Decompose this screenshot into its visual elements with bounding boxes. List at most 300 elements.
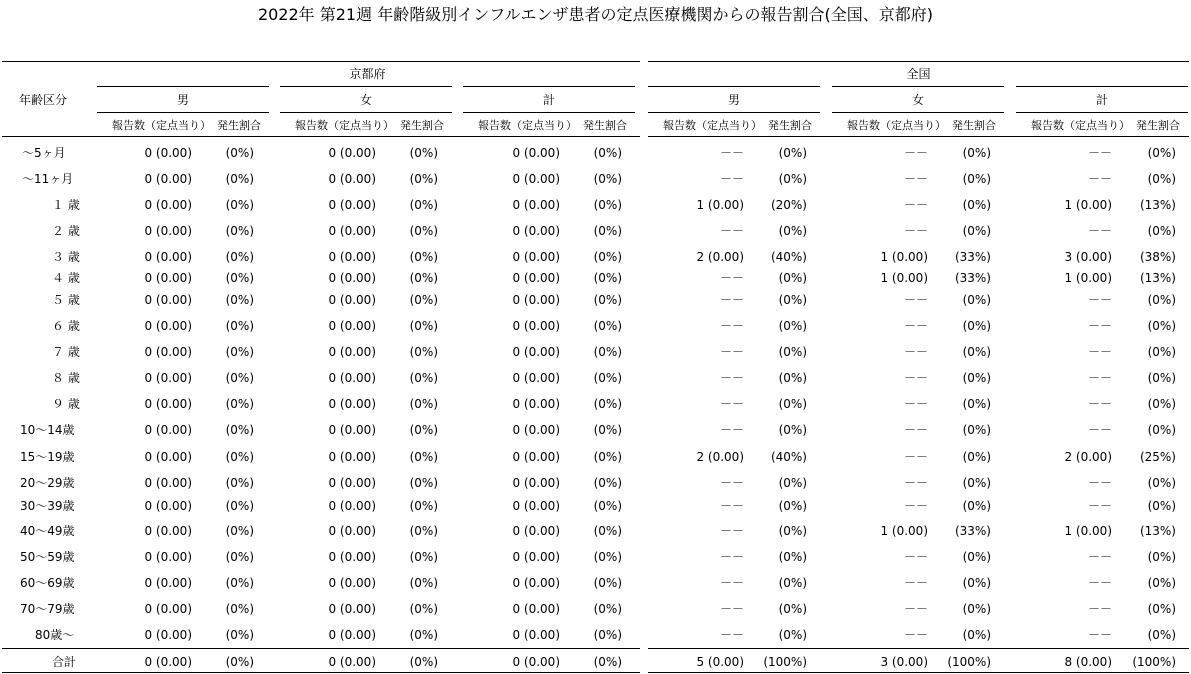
- report-count-cell: －－: [903, 293, 928, 307]
- report-count-cell: －－: [1087, 397, 1112, 411]
- report-count-cell: －－: [719, 397, 744, 411]
- rate-cell: (0%): [778, 550, 807, 564]
- region-underline: [832, 86, 1004, 87]
- sex-underline: [97, 112, 269, 113]
- report-count-cell: 2 (0.00): [696, 450, 744, 464]
- total-report-count-cell: 3 (0.00): [880, 655, 928, 669]
- age-group-label: ３ 歳: [52, 250, 80, 264]
- rate-cell: (0%): [778, 345, 807, 359]
- report-count-cell: 0 (0.00): [144, 397, 192, 411]
- rate-cell: (20%): [770, 198, 807, 212]
- report-count-cell: 0 (0.00): [512, 576, 560, 590]
- total-report-count-cell: 5 (0.00): [696, 655, 744, 669]
- rate-cell: (0%): [593, 224, 622, 238]
- rate-cell: (0%): [778, 628, 807, 642]
- report-count-cell: －－: [719, 224, 744, 238]
- report-count-cell: －－: [719, 476, 744, 490]
- total-report-count-cell: 8 (0.00): [1064, 655, 1112, 669]
- header-top-rule-kyoto: [2, 61, 640, 62]
- rate-cell: (13%): [1139, 198, 1176, 212]
- report-count-cell: 0 (0.00): [144, 271, 192, 285]
- report-count-cell: －－: [719, 293, 744, 307]
- sex-header: 男: [176, 93, 189, 107]
- report-count-cell: 0 (0.00): [512, 271, 560, 285]
- report-count-cell: 0 (0.00): [144, 602, 192, 616]
- total-rate-cell: (0%): [409, 655, 438, 669]
- rate-cell: (0%): [593, 602, 622, 616]
- rate-cell: (0%): [225, 576, 254, 590]
- age-group-label: ２ 歳: [52, 224, 80, 238]
- report-count-cell: －－: [719, 271, 744, 285]
- rate-cell: (0%): [409, 293, 438, 307]
- report-count-cell: －－: [903, 423, 928, 437]
- report-count-cell: 0 (0.00): [512, 476, 560, 490]
- report-count-cell: 0 (0.00): [144, 628, 192, 642]
- report-count-cell: 0 (0.00): [512, 198, 560, 212]
- rate-cell: (0%): [593, 146, 622, 160]
- report-count-cell: －－: [903, 172, 928, 186]
- total-rate-cell: (0%): [593, 655, 622, 669]
- report-count-cell: 0 (0.00): [512, 423, 560, 437]
- report-count-cell: 0 (0.00): [144, 476, 192, 490]
- report-count-cell: －－: [1087, 550, 1112, 564]
- report-count-cell: 0 (0.00): [328, 172, 376, 186]
- report-count-cell: 0 (0.00): [144, 319, 192, 333]
- rate-cell: (0%): [225, 476, 254, 490]
- rate-cell: (0%): [1147, 319, 1176, 333]
- report-count-cell: 0 (0.00): [328, 397, 376, 411]
- rate-cell: (0%): [778, 271, 807, 285]
- rate-cell: (0%): [409, 271, 438, 285]
- report-count-cell: 1 (0.00): [880, 271, 928, 285]
- report-count-cell: －－: [903, 499, 928, 513]
- report-count-cell: 0 (0.00): [144, 250, 192, 264]
- age-group-label: 40～49歳: [20, 524, 75, 538]
- rate-cell: (0%): [225, 293, 254, 307]
- total-rate-cell: (0%): [225, 655, 254, 669]
- report-count-cell: 1 (0.00): [1064, 524, 1112, 538]
- rate-cell: (0%): [225, 602, 254, 616]
- rate-cell: (0%): [593, 172, 622, 186]
- rate-cell: (0%): [962, 345, 991, 359]
- report-count-cell: －－: [719, 524, 744, 538]
- total-rate-cell: (100%): [947, 655, 991, 669]
- report-count-cell: 0 (0.00): [328, 576, 376, 590]
- rate-cell: (0%): [962, 172, 991, 186]
- rate-cell: (0%): [1147, 293, 1176, 307]
- rate-cell: (0%): [225, 450, 254, 464]
- report-count-cell: －－: [719, 576, 744, 590]
- region-header-kyoto: 京都府: [349, 67, 386, 81]
- rate-cell: (0%): [593, 271, 622, 285]
- rate-cell: (0%): [778, 172, 807, 186]
- rate-cell: (38%): [1139, 250, 1176, 264]
- rate-cell: (33%): [954, 271, 991, 285]
- column-header-rate: 発生割合: [1136, 119, 1180, 132]
- column-header-report-count: 報告数（定点当り）: [847, 119, 946, 132]
- sex-header: 計: [1095, 93, 1108, 107]
- rate-cell: (0%): [225, 172, 254, 186]
- report-count-cell: 0 (0.00): [144, 293, 192, 307]
- rate-cell: (0%): [778, 524, 807, 538]
- header-top-rule-national: [648, 61, 1189, 62]
- rate-cell: (0%): [593, 499, 622, 513]
- column-header-rate: 発生割合: [768, 119, 812, 132]
- total-label: 合計: [52, 655, 77, 669]
- report-count-cell: 0 (0.00): [328, 198, 376, 212]
- region-underline: [648, 86, 820, 87]
- rate-cell: (0%): [409, 172, 438, 186]
- rate-cell: (0%): [409, 628, 438, 642]
- report-count-cell: 0 (0.00): [144, 423, 192, 437]
- report-count-cell: －－: [719, 499, 744, 513]
- header-bottom-rule-kyoto: [2, 136, 640, 137]
- report-count-cell: 0 (0.00): [512, 146, 560, 160]
- report-count-cell: －－: [1087, 476, 1112, 490]
- region-underline: [97, 86, 269, 87]
- report-count-cell: 0 (0.00): [328, 550, 376, 564]
- total-report-count-cell: 0 (0.00): [512, 655, 560, 669]
- report-count-cell: －－: [719, 319, 744, 333]
- rate-cell: (0%): [593, 628, 622, 642]
- rate-cell: (33%): [954, 524, 991, 538]
- sex-header: 男: [727, 93, 740, 107]
- rate-cell: (0%): [778, 576, 807, 590]
- report-count-cell: 0 (0.00): [512, 602, 560, 616]
- rate-cell: (0%): [409, 371, 438, 385]
- sex-underline: [463, 112, 635, 113]
- column-header-report-count: 報告数（定点当り）: [295, 119, 394, 132]
- report-count-cell: 0 (0.00): [512, 250, 560, 264]
- age-group-label: ～5ヶ月: [22, 146, 66, 160]
- rate-cell: (0%): [225, 198, 254, 212]
- region-header-national: 全国: [906, 67, 931, 81]
- age-group-label: 60～69歳: [20, 576, 75, 590]
- rate-cell: (0%): [593, 345, 622, 359]
- age-group-label: ６ 歳: [52, 319, 80, 333]
- report-count-cell: －－: [719, 172, 744, 186]
- report-count-cell: 0 (0.00): [512, 499, 560, 513]
- rate-cell: (0%): [1147, 345, 1176, 359]
- column-header-rate: 発生割合: [952, 119, 996, 132]
- rate-cell: (0%): [1147, 576, 1176, 590]
- report-count-cell: 0 (0.00): [144, 524, 192, 538]
- rate-cell: (0%): [409, 499, 438, 513]
- rate-cell: (0%): [962, 576, 991, 590]
- age-group-label: 30～39歳: [20, 499, 75, 513]
- rate-cell: (0%): [593, 397, 622, 411]
- report-count-cell: －－: [719, 423, 744, 437]
- age-group-label: ～11ヶ月: [22, 172, 74, 186]
- sex-underline: [280, 112, 452, 113]
- report-count-cell: －－: [1087, 172, 1112, 186]
- age-group-label: 70～79歳: [20, 602, 75, 616]
- rate-cell: (0%): [962, 293, 991, 307]
- column-header-report-count: 報告数（定点当り）: [478, 119, 577, 132]
- region-underline: [463, 86, 635, 87]
- report-count-cell: －－: [1087, 224, 1112, 238]
- rate-cell: (0%): [409, 524, 438, 538]
- rate-cell: (0%): [225, 271, 254, 285]
- rate-cell: (0%): [225, 319, 254, 333]
- rate-cell: (0%): [1147, 146, 1176, 160]
- report-count-cell: －－: [903, 397, 928, 411]
- sex-underline: [648, 112, 820, 113]
- report-count-cell: 0 (0.00): [512, 371, 560, 385]
- rate-cell: (0%): [593, 476, 622, 490]
- report-count-cell: －－: [719, 628, 744, 642]
- rate-cell: (0%): [593, 450, 622, 464]
- report-count-cell: 1 (0.00): [696, 198, 744, 212]
- report-count-cell: －－: [1087, 345, 1112, 359]
- rate-cell: (0%): [225, 371, 254, 385]
- rate-cell: (0%): [409, 146, 438, 160]
- report-count-cell: 0 (0.00): [144, 371, 192, 385]
- report-count-cell: 0 (0.00): [328, 271, 376, 285]
- rate-cell: (13%): [1139, 524, 1176, 538]
- report-count-cell: －－: [719, 345, 744, 359]
- rate-cell: (0%): [593, 371, 622, 385]
- report-count-cell: 1 (0.00): [880, 250, 928, 264]
- rate-cell: (0%): [225, 345, 254, 359]
- page-title: 2022年 第21週 年齢階級別インフルエンザ患者の定点医療機関からの報告割合(全国、京都府): [257, 5, 934, 24]
- rate-cell: (0%): [962, 476, 991, 490]
- rate-cell: (0%): [778, 293, 807, 307]
- age-group-label: ９ 歳: [52, 397, 80, 411]
- rate-cell: (0%): [778, 146, 807, 160]
- report-count-cell: 0 (0.00): [328, 628, 376, 642]
- rate-cell: (0%): [409, 224, 438, 238]
- region-underline: [280, 86, 452, 87]
- report-count-cell: －－: [903, 450, 928, 464]
- rate-cell: (0%): [409, 198, 438, 212]
- age-group-label: ７ 歳: [52, 345, 80, 359]
- report-count-cell: 0 (0.00): [512, 524, 560, 538]
- age-group-label: 50～59歳: [20, 550, 75, 564]
- rate-cell: (0%): [225, 628, 254, 642]
- rate-cell: (0%): [962, 397, 991, 411]
- age-column-header: 年齢区分: [18, 93, 67, 107]
- report-count-cell: 0 (0.00): [328, 476, 376, 490]
- report-count-cell: 0 (0.00): [328, 602, 376, 616]
- report-count-cell: 3 (0.00): [1064, 250, 1112, 264]
- rate-cell: (0%): [1147, 397, 1176, 411]
- report-count-cell: －－: [1087, 319, 1112, 333]
- report-count-cell: 0 (0.00): [144, 550, 192, 564]
- report-count-cell: －－: [1087, 499, 1112, 513]
- report-count-cell: －－: [903, 198, 928, 212]
- total-rate-cell: (100%): [763, 655, 807, 669]
- report-count-cell: －－: [1087, 293, 1112, 307]
- report-count-cell: －－: [903, 371, 928, 385]
- report-count-cell: 0 (0.00): [328, 371, 376, 385]
- report-count-cell: 0 (0.00): [144, 345, 192, 359]
- rate-cell: (0%): [962, 198, 991, 212]
- rate-cell: (0%): [962, 499, 991, 513]
- column-header-report-count: 報告数（定点当り）: [1031, 119, 1130, 132]
- report-count-cell: 0 (0.00): [512, 172, 560, 186]
- report-count-cell: 0 (0.00): [512, 450, 560, 464]
- rate-cell: (0%): [778, 371, 807, 385]
- region-underline: [1016, 86, 1188, 87]
- report-count-cell: －－: [719, 146, 744, 160]
- header-bottom-rule-national: [648, 136, 1189, 137]
- sex-header: 女: [359, 93, 372, 107]
- sex-underline: [832, 112, 1004, 113]
- rate-cell: (0%): [962, 550, 991, 564]
- sex-header: 計: [542, 93, 555, 107]
- rate-cell: (40%): [770, 250, 807, 264]
- rate-cell: (0%): [225, 146, 254, 160]
- rate-cell: (0%): [1147, 476, 1176, 490]
- rate-cell: (0%): [225, 423, 254, 437]
- report-count-cell: 0 (0.00): [328, 224, 376, 238]
- total-bottom-rule-national: [648, 672, 1189, 673]
- rate-cell: (0%): [778, 397, 807, 411]
- rate-cell: (0%): [593, 576, 622, 590]
- report-count-cell: 1 (0.00): [1064, 271, 1112, 285]
- report-count-cell: 0 (0.00): [512, 293, 560, 307]
- rate-cell: (0%): [778, 602, 807, 616]
- rate-cell: (0%): [778, 319, 807, 333]
- rate-cell: (0%): [225, 550, 254, 564]
- report-count-cell: 0 (0.00): [328, 450, 376, 464]
- report-count-cell: 1 (0.00): [880, 524, 928, 538]
- age-group-label: １ 歳: [52, 198, 80, 212]
- rate-cell: (0%): [962, 146, 991, 160]
- rate-cell: (0%): [962, 224, 991, 238]
- report-count-cell: －－: [719, 371, 744, 385]
- age-group-label: 15～19歳: [20, 450, 75, 464]
- rate-cell: (0%): [1147, 499, 1176, 513]
- rate-cell: (0%): [593, 293, 622, 307]
- age-group-label: 10～14歳: [20, 423, 75, 437]
- rate-cell: (0%): [409, 450, 438, 464]
- rate-cell: (0%): [409, 250, 438, 264]
- report-count-cell: 0 (0.00): [512, 345, 560, 359]
- rate-cell: (0%): [225, 524, 254, 538]
- age-group-label: 80歳～: [35, 628, 75, 642]
- rate-cell: (0%): [1147, 172, 1176, 186]
- report-count-cell: －－: [1087, 146, 1112, 160]
- report-count-cell: －－: [903, 550, 928, 564]
- report-count-cell: 2 (0.00): [696, 250, 744, 264]
- rate-cell: (0%): [962, 319, 991, 333]
- rate-cell: (0%): [1147, 371, 1176, 385]
- total-report-count-cell: 0 (0.00): [328, 655, 376, 669]
- report-count-cell: －－: [903, 319, 928, 333]
- report-count-cell: －－: [1087, 576, 1112, 590]
- report-count-cell: 0 (0.00): [144, 146, 192, 160]
- total-top-rule-national: [648, 648, 1189, 649]
- report-count-cell: －－: [903, 576, 928, 590]
- report-count-cell: 0 (0.00): [512, 550, 560, 564]
- report-count-cell: 0 (0.00): [512, 397, 560, 411]
- column-header-rate: 発生割合: [583, 119, 627, 132]
- rate-cell: (0%): [962, 371, 991, 385]
- rate-cell: (0%): [225, 499, 254, 513]
- rate-cell: (0%): [778, 499, 807, 513]
- rate-cell: (0%): [593, 550, 622, 564]
- rate-cell: (0%): [409, 550, 438, 564]
- report-count-cell: 0 (0.00): [144, 198, 192, 212]
- report-count-cell: 0 (0.00): [328, 499, 376, 513]
- report-count-cell: 0 (0.00): [512, 319, 560, 333]
- rate-cell: (0%): [1147, 628, 1176, 642]
- report-count-cell: －－: [719, 550, 744, 564]
- report-count-cell: －－: [1087, 628, 1112, 642]
- report-count-cell: －－: [903, 345, 928, 359]
- rate-cell: (0%): [593, 319, 622, 333]
- sex-header: 女: [911, 93, 924, 107]
- rate-cell: (0%): [409, 576, 438, 590]
- rate-cell: (0%): [593, 524, 622, 538]
- report-count-cell: 0 (0.00): [144, 224, 192, 238]
- report-count-cell: 0 (0.00): [328, 524, 376, 538]
- report-count-cell: 0 (0.00): [512, 628, 560, 642]
- report-count-cell: 0 (0.00): [328, 250, 376, 264]
- rate-cell: (0%): [409, 423, 438, 437]
- rate-cell: (0%): [962, 602, 991, 616]
- total-top-rule-kyoto: [2, 648, 640, 649]
- report-count-cell: 0 (0.00): [512, 224, 560, 238]
- rate-cell: (0%): [409, 476, 438, 490]
- rate-cell: (0%): [593, 198, 622, 212]
- rate-cell: (0%): [962, 450, 991, 464]
- rate-cell: (40%): [770, 450, 807, 464]
- report-count-cell: 0 (0.00): [328, 423, 376, 437]
- total-rate-cell: (100%): [1132, 655, 1176, 669]
- report-count-cell: 0 (0.00): [144, 499, 192, 513]
- rate-cell: (0%): [593, 250, 622, 264]
- column-header-rate: 発生割合: [400, 119, 444, 132]
- report-count-cell: 1 (0.00): [1064, 198, 1112, 212]
- sex-underline: [1016, 112, 1188, 113]
- rate-cell: (0%): [225, 224, 254, 238]
- report-count-cell: －－: [719, 602, 744, 616]
- rate-cell: (0%): [225, 250, 254, 264]
- rate-cell: (0%): [593, 423, 622, 437]
- rate-cell: (33%): [954, 250, 991, 264]
- age-group-label: 20～29歳: [20, 476, 75, 490]
- report-count-cell: －－: [903, 602, 928, 616]
- age-group-label: ８ 歳: [52, 371, 80, 385]
- report-count-cell: 0 (0.00): [328, 146, 376, 160]
- column-header-rate: 発生割合: [217, 119, 261, 132]
- column-header-report-count: 報告数（定点当り）: [663, 119, 762, 132]
- rate-cell: (0%): [1147, 550, 1176, 564]
- age-group-label: ５ 歳: [52, 293, 80, 307]
- report-count-cell: －－: [903, 146, 928, 160]
- report-count-cell: －－: [1087, 602, 1112, 616]
- column-header-report-count: 報告数（定点当り）: [112, 119, 211, 132]
- report-count-cell: －－: [903, 224, 928, 238]
- rate-cell: (0%): [409, 345, 438, 359]
- rate-cell: (25%): [1139, 450, 1176, 464]
- rate-cell: (13%): [1139, 271, 1176, 285]
- rate-cell: (0%): [1147, 224, 1176, 238]
- rate-cell: (0%): [778, 476, 807, 490]
- report-count-cell: 0 (0.00): [144, 450, 192, 464]
- report-count-cell: 0 (0.00): [328, 345, 376, 359]
- rate-cell: (0%): [225, 397, 254, 411]
- report-count-cell: 0 (0.00): [328, 319, 376, 333]
- report-count-cell: －－: [1087, 371, 1112, 385]
- report-count-cell: －－: [1087, 423, 1112, 437]
- total-bottom-rule-kyoto: [2, 672, 640, 673]
- report-count-cell: －－: [903, 476, 928, 490]
- rate-cell: (0%): [778, 224, 807, 238]
